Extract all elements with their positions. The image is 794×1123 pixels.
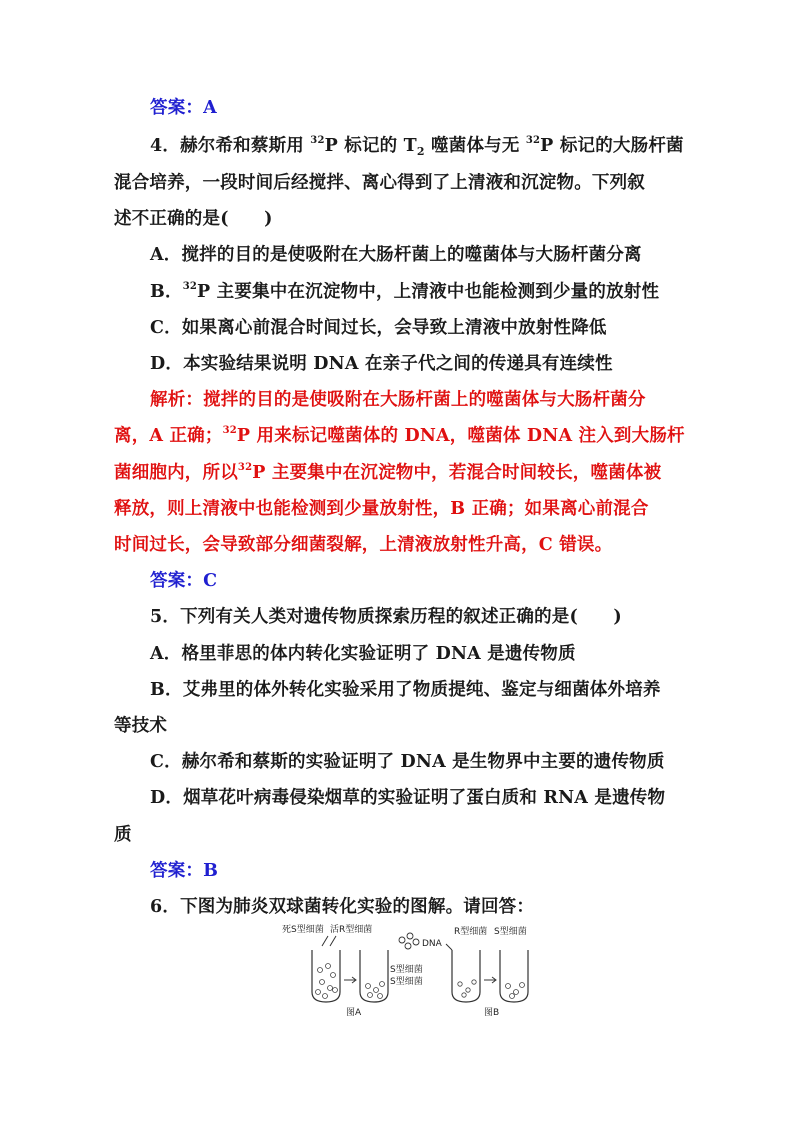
q4-option-c: C．如果离心前混合时间过长，会导致上清液中放射性降低 [150, 318, 607, 338]
answer-value: A [203, 98, 217, 118]
q4-option-b: B．$^{32}$P 主要集中在沉淀物中，上清液中也能检测到少量的放射性 [150, 281, 660, 302]
fig-a-caption: 图A [346, 1008, 362, 1018]
q5-option-b-line1: B．艾弗里的体外转化实验采用了物质提纯、鉴定与细菌体外培养 [150, 680, 661, 700]
q4-option-d: D．本实验结果说明 DNA 在亲子代之间的传递具有连续性 [150, 354, 613, 374]
q4-answer: 答案：C [150, 571, 218, 591]
fig-b-label-r: R型细菌 [454, 927, 488, 937]
q6-stem: 6．下图为肺炎双球菌转化实验的图解。请回答： [150, 897, 535, 917]
q5-option-c: C．赫尔希和蔡斯的实验证明了 DNA 是生物界中主要的遗传物质 [150, 752, 665, 772]
answer-label: 答案： [150, 98, 204, 118]
fig-b-arrow [484, 977, 496, 983]
fig-b-dna-blobs [399, 933, 419, 949]
q4-explanation-line3: 菌细胞内，所以$^{32}$P 主要集中在沉淀物中，若混合时间较长，噬菌体被 [114, 462, 662, 483]
answer-prev [150, 96, 217, 120]
q4-stem-line3: 述不正确的是( ) [114, 209, 273, 229]
fig-b-pour-arrow [446, 944, 452, 950]
q5-stem: 5．下列有关人类对遗传物质探索历程的叙述正确的是( ) [150, 607, 622, 627]
fig-a-tube-2-cells [366, 982, 385, 999]
fig-b-caption: 图B [484, 1008, 500, 1018]
fig-a-label-dead-s: 死S型细菌 [282, 925, 324, 935]
fig-a-result-1: S型细菌 [390, 965, 423, 975]
fig-b-dna-label: DNA [422, 939, 442, 949]
transformation-experiment-figure [270, 920, 560, 1020]
q5-option-b-line2: 等技术 [114, 716, 168, 736]
q4-stem-line1: 4．赫尔希和蔡斯用 $^{32}$P 标记的 $T_2$ 噬菌体与无 $^{32}$P 标记的大肠杆菌 [150, 135, 684, 158]
fig-a-pour-arrows [322, 936, 336, 946]
q5-option-d-line2: 质 [114, 825, 132, 845]
q5-option-a: A．格里菲思的体内转化实验证明了 DNA 是遗传物质 [150, 644, 576, 664]
q4-stem-line2: 混合培养，一段时间后经搅拌、离心得到了上清液和沉淀物。下列叙 [114, 173, 645, 193]
fig-a-tube-2 [360, 950, 388, 1002]
q5-option-d-line1: D．烟草花叶病毒侵染烟草的实验证明了蛋白质和 RNA 是遗传物 [150, 788, 666, 808]
fig-b-tube-1-cells [458, 980, 476, 997]
fig-a-tube-1-cells [316, 964, 338, 999]
q4-explanation-line2: 离，A 正确；$^{32}$P 用来标记噬菌体的 DNA，噬菌体 DNA 注入到大肠杆 [114, 425, 685, 446]
fig-a-result-2: S型细菌 [390, 977, 423, 987]
fig-a-arrow [344, 977, 356, 983]
q4-explanation-line1: 解析：搅拌的目的是使吸附在大肠杆菌上的噬菌体与大肠杆菌分 [150, 390, 646, 410]
fig-b-label-s: S型细菌 [494, 927, 527, 937]
q4-explanation-line5: 时间过长，会导致部分细菌裂解，上清液放射性升高，C 错误。 [114, 535, 613, 555]
q4-option-a: A．搅拌的目的是使吸附在大肠杆菌上的噬菌体与大肠杆菌分离 [150, 245, 642, 265]
q5-answer: 答案：B [150, 861, 219, 881]
fig-b-tube-2-cells [506, 983, 525, 999]
q4-explanation-line4: 释放，则上清液中也能检测到少量放射性，B 正确；如果离心前混合 [114, 499, 649, 519]
fig-a-label-live-r: 活R型细菌 [330, 925, 373, 935]
